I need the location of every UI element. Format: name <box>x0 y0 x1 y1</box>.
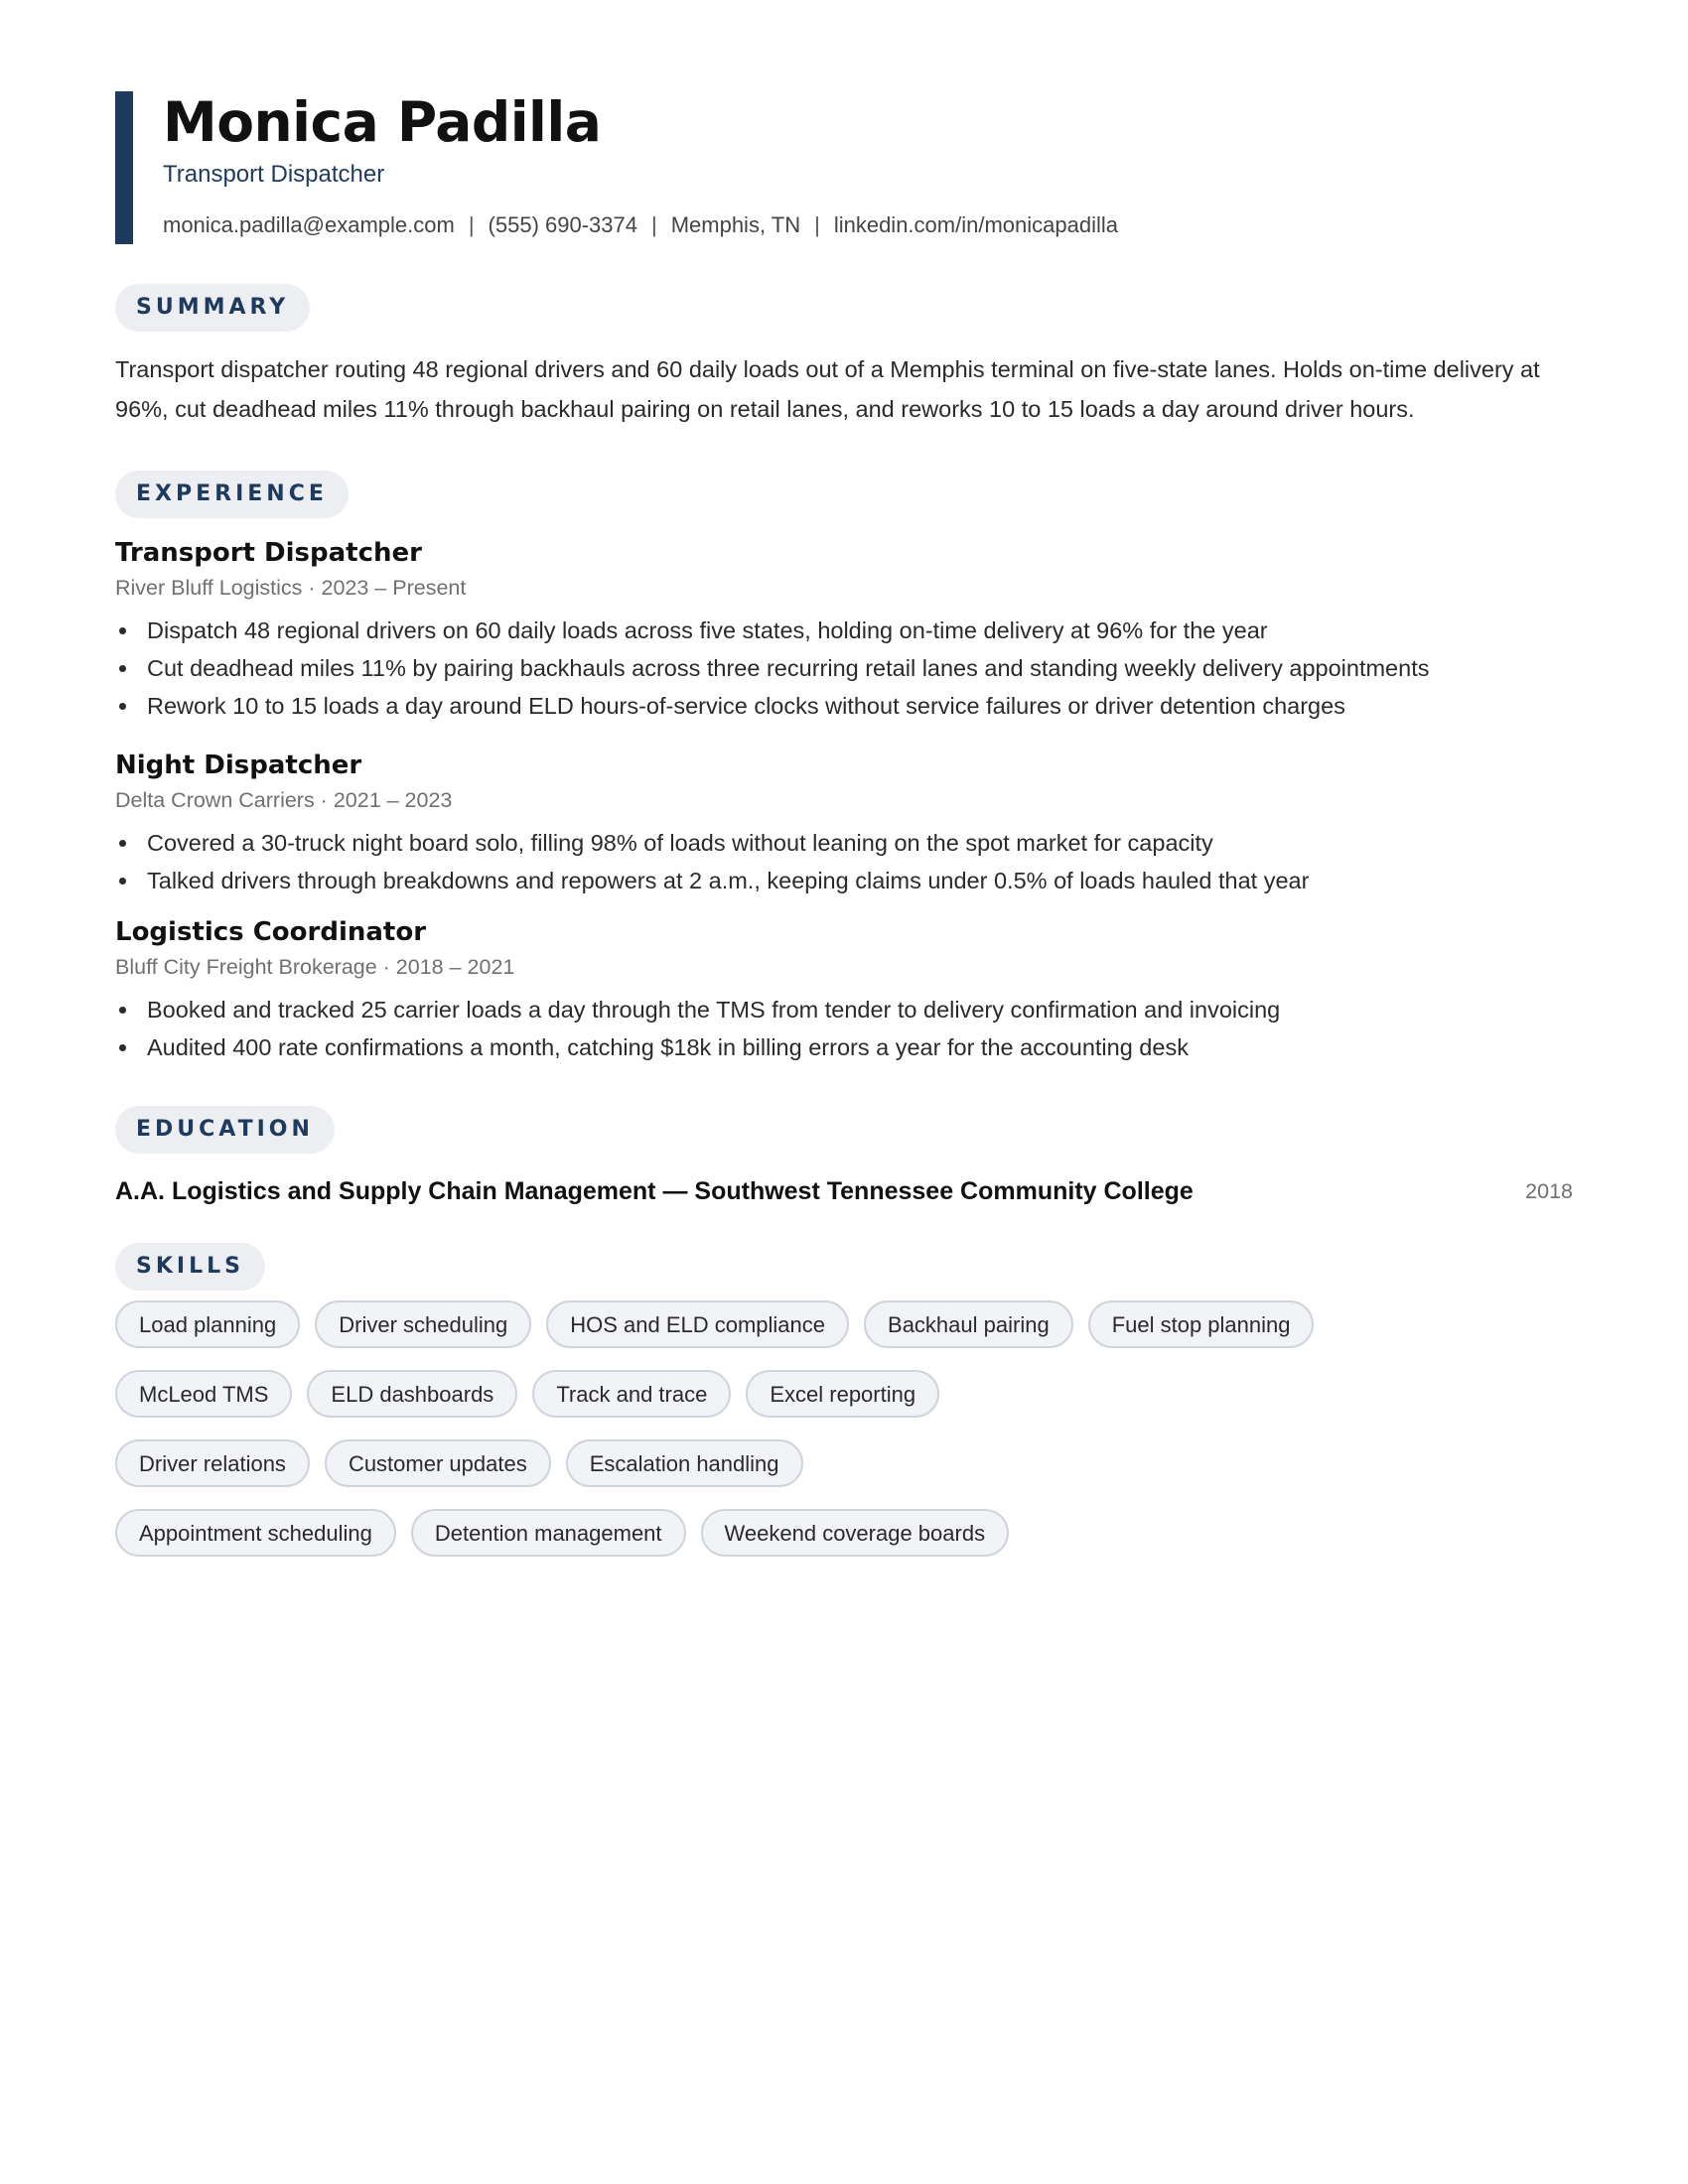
skills-row <box>115 1509 1573 1557</box>
education-entry <box>115 1173 1573 1209</box>
job-bullets <box>115 824 1573 899</box>
candidate-name: Monica Padilla <box>163 90 602 154</box>
skills-row <box>115 1370 1573 1418</box>
skill-chip: Backhaul pairing <box>864 1300 1073 1348</box>
job-meta: River Bluff Logistics · 2023 – Present <box>115 576 467 600</box>
skill-chip: HOS and ELD compliance <box>546 1300 849 1348</box>
skill-chip: Detention management <box>411 1509 686 1557</box>
job-entry <box>115 536 1573 725</box>
job-title: Logistics Coordinator <box>115 917 427 947</box>
education-section <box>115 1106 1573 1209</box>
contact-location: Memphis, TN <box>670 212 801 237</box>
candidate-role: Transport Dispatcher <box>163 161 385 188</box>
skill-chip: ELD dashboards <box>307 1370 517 1418</box>
resume-page <box>115 91 1573 1557</box>
skill-chip: Customer updates <box>325 1439 551 1487</box>
experience-section <box>115 471 1573 1066</box>
resume-header <box>115 91 1573 244</box>
contact-email: monica.padilla@example.com <box>163 212 455 237</box>
summary-text: Transport dispatcher routing 48 regional drivers and 60 daily loads out of a Memphis terminal on five-state lanes. Holds on-time delivery at 96%, cut deadhead miles 11% through backhaul pairing on retail lanes, and reworks 10 to 15 loads a day around driver hours. <box>115 356 1540 422</box>
job-bullet: Talked drivers through breakdowns and repowers at 2 a.m., keeping claims under 0.5% of loads hauled that year <box>115 862 1573 899</box>
contact-separator: | <box>468 212 475 237</box>
skill-chip: McLeod TMS <box>115 1370 292 1418</box>
job-bullet: Dispatch 48 regional drivers on 60 daily loads across five states, holding on-time delivery at 96% for the year <box>115 612 1573 649</box>
education-heading: EDUCATION <box>115 1106 335 1154</box>
skills-heading: SKILLS <box>115 1243 265 1291</box>
contact-phone: (555) 690-3374 <box>488 212 637 237</box>
accent-bar <box>115 91 133 244</box>
contact-line <box>163 212 1573 238</box>
education-degree: A.A. Logistics and Supply Chain Management — Southwest Tennessee Community College <box>115 1177 1194 1205</box>
education-year: 2018 <box>1525 1179 1573 1203</box>
job-bullet: Covered a 30-truck night board solo, filling 98% of loads without leaning on the spot market for capacity <box>115 824 1573 862</box>
job-entry <box>115 749 1573 899</box>
skill-chip: Weekend coverage boards <box>701 1509 1010 1557</box>
summary-heading: SUMMARY <box>115 284 310 332</box>
skill-chip: Track and trace <box>532 1370 731 1418</box>
job-bullet: Audited 400 rate confirmations a month, catching $18k in billing errors a year for the accounting desk <box>115 1028 1573 1066</box>
job-title: Night Dispatcher <box>115 751 362 780</box>
contact-linkedin: linkedin.com/in/monicapadilla <box>833 212 1118 237</box>
job-meta: Bluff City Freight Brokerage · 2018 – 2021 <box>115 955 515 979</box>
skill-chip: Fuel stop planning <box>1088 1300 1315 1348</box>
job-bullets <box>115 612 1573 725</box>
job-bullet: Rework 10 to 15 loads a day around ELD hours-of-service clocks without service failures or driver detention charges <box>115 687 1573 725</box>
job-entry <box>115 915 1573 1066</box>
skill-chip: Driver scheduling <box>315 1300 531 1348</box>
job-meta: Delta Crown Carriers · 2021 – 2023 <box>115 788 453 812</box>
skill-chip: Escalation handling <box>566 1439 803 1487</box>
job-bullet: Cut deadhead miles 11% by pairing backhauls across three recurring retail lanes and standing weekly delivery appointments <box>115 649 1573 687</box>
skill-chip: Appointment scheduling <box>115 1509 396 1557</box>
skills-section <box>115 1243 1573 1557</box>
skills-row <box>115 1300 1573 1348</box>
job-bullets <box>115 991 1573 1066</box>
summary-section <box>115 284 1573 429</box>
skill-chip: Excel reporting <box>746 1370 939 1418</box>
contact-separator: | <box>814 212 820 237</box>
skills-list <box>115 1300 1573 1557</box>
skill-chip: Load planning <box>115 1300 300 1348</box>
job-title: Transport Dispatcher <box>115 538 422 568</box>
skill-chip: Driver relations <box>115 1439 310 1487</box>
contact-separator: | <box>650 212 657 237</box>
job-bullet: Booked and tracked 25 carrier loads a day through the TMS from tender to delivery confirmation and invoicing <box>115 991 1573 1028</box>
experience-heading: EXPERIENCE <box>115 471 349 518</box>
skills-row <box>115 1439 1573 1487</box>
